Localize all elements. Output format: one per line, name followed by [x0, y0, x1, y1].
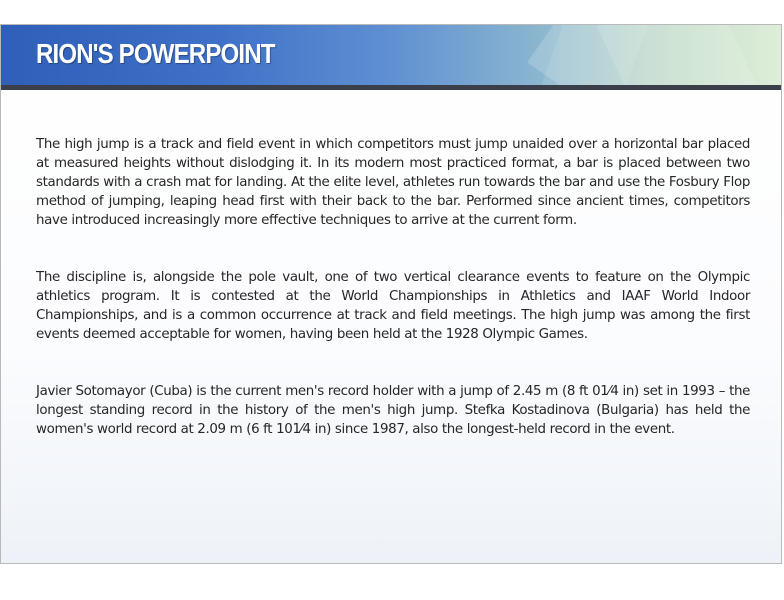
slide-title[interactable]: RION'S POWERPOINT: [36, 38, 275, 69]
slide-body: [36, 135, 750, 439]
slide: [0, 24, 782, 564]
body-paragraph[interactable]: The high jump is a track and field event in which competitors must jump unaided over a horizontal bar placed at measured heights without dislodging it. In its modern most practiced format, a bar is placed between two standards with a crash mat for landing. At the elite level, athletes run towards the bar and use the Fosbury Flop method of jumping, leaping head first with their back to the bar. Performed since ancient times, competitors have introduced increasingly more effective techniques to arrive at the current form.: [36, 137, 750, 228]
header-banner: [1, 25, 781, 85]
header-divider: [1, 85, 781, 90]
body-paragraph[interactable]: Javier Sotomayor (Cuba) is the current men's record holder with a jump of 2.45 m (8 ft 01⁄4 in) set in 1993 – the longest standing record in the history of the men's high jump. Stefka Kostadinova (Bulgaria) has held the women's world record at 2.09 m (6 ft 101⁄4 in) since 1987, also the longest-held record in the event.: [36, 384, 750, 437]
body-paragraph[interactable]: The discipline is, alongside the pole vault, one of two vertical clearance events to feature on the Olympic athletics program. It is contested at the World Championships in Athletics and IAAF World Indoor Championships, and is a common occurrence at track and field meetings. The high jump was among the first events deemed acceptable for women, having been held at the 1928 Olympic Games.: [36, 270, 750, 342]
